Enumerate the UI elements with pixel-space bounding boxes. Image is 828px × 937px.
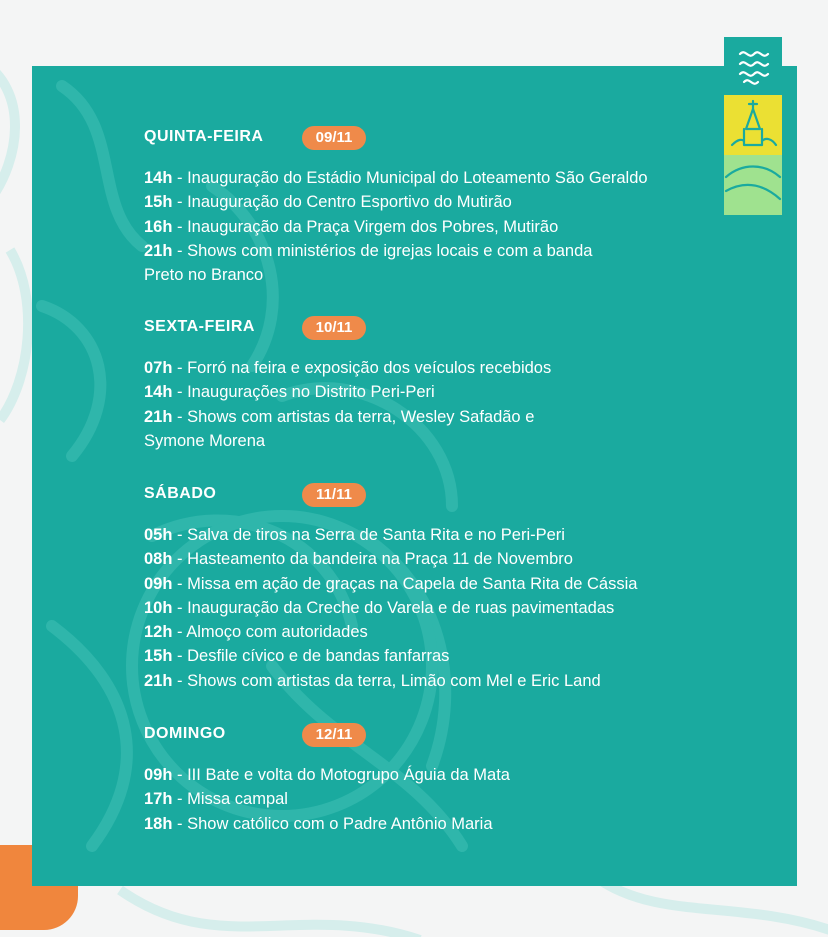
schedule-item xyxy=(144,787,744,811)
event-text: - Inauguração da Creche do Varela e de ruas pavimentadas xyxy=(172,598,615,617)
event-text: - Inauguração do Centro Esportivo do Mutirão xyxy=(172,193,512,212)
event-time: 05h xyxy=(144,526,173,544)
event-time: 09h xyxy=(144,574,173,593)
event-text: - Shows com ministérios de igrejas locais e com a banda xyxy=(172,241,593,260)
day-name: QUINTA-FEIRA xyxy=(144,128,264,145)
event-time: 15h xyxy=(144,647,173,666)
event-text: - Show católico com o Padre Antônio Maria xyxy=(172,814,493,833)
schedule-item xyxy=(144,215,744,239)
event-text: - Desfile cívico e de bandas fanfarras xyxy=(172,647,450,666)
schedule-item xyxy=(144,669,744,693)
day-name: SÁBADO xyxy=(144,485,217,502)
event-text: Preto no Branco xyxy=(144,266,264,285)
event-text: - Almoço com autoridades xyxy=(172,623,368,642)
event-time: 16h xyxy=(144,217,173,236)
event-time: 09h xyxy=(144,766,173,784)
schedule-item xyxy=(144,572,744,596)
schedule-item xyxy=(144,596,744,620)
event-time: 17h xyxy=(144,790,173,809)
wave-icon xyxy=(724,37,782,97)
event-text: - Salva de tiros na Serra de Santa Rita e no Peri-Peri xyxy=(172,526,565,544)
event-time: 21h xyxy=(144,671,173,690)
event-time: 21h xyxy=(144,241,173,260)
schedule-item xyxy=(144,812,744,836)
event-text: - Shows com artistas da terra, Wesley Safadão e xyxy=(172,407,535,426)
schedule-item xyxy=(144,547,744,571)
schedule-item xyxy=(144,263,744,287)
schedule-item xyxy=(144,356,744,380)
event-text: - III Bate e volta do Motogrupo Águia da Mata xyxy=(172,766,510,784)
event-text: - Forró na feira e exposição dos veículos recebidos xyxy=(172,359,552,377)
schedule-item xyxy=(144,190,744,214)
schedule-item xyxy=(144,523,744,547)
event-text: - Shows com artistas da terra, Limão com Mel e Eric Land xyxy=(172,671,601,690)
event-time: 18h xyxy=(144,814,173,833)
event-time: 12h xyxy=(144,623,173,642)
event-time: 15h xyxy=(144,193,173,212)
date-pill: 12/11 xyxy=(302,723,366,747)
date-pill: 09/11 xyxy=(302,126,366,150)
day-name: SEXTA-FEIRA xyxy=(144,318,255,335)
schedule-item xyxy=(144,644,744,668)
event-text: - Hasteamento da bandeira na Praça 11 de Novembro xyxy=(172,550,573,569)
event-text: - Missa em ação de graças na Capela de Santa Rita de Cássia xyxy=(172,574,638,593)
event-text: - Missa campal xyxy=(172,790,288,809)
day-section-friday xyxy=(144,316,744,453)
event-time: 14h xyxy=(144,383,173,402)
schedule-item xyxy=(144,429,744,453)
event-time: 10h xyxy=(144,598,173,617)
event-time: 21h xyxy=(144,407,173,426)
event-time: 08h xyxy=(144,550,173,569)
event-text: Symone Morena xyxy=(144,431,266,450)
wave-badge xyxy=(724,37,782,95)
date-pill: 10/11 xyxy=(302,316,366,340)
schedule-item xyxy=(144,166,744,190)
event-time: 07h xyxy=(144,359,173,377)
event-time: 14h xyxy=(144,169,173,187)
date-pill: 11/11 xyxy=(302,483,366,507)
schedule-item xyxy=(144,405,744,429)
event-text: - Inaugurações no Distrito Peri-Peri xyxy=(172,383,435,402)
event-text: - Inauguração do Estádio Municipal do Loteamento São Geraldo xyxy=(172,169,648,187)
schedule-item xyxy=(144,239,744,263)
schedule-item xyxy=(144,620,744,644)
event-text: - Inauguração da Praça Virgem dos Pobres, Mutirão xyxy=(172,217,559,236)
day-name: DOMINGO xyxy=(144,725,226,742)
schedule-item xyxy=(144,380,744,404)
day-section-thursday xyxy=(144,126,744,287)
schedule-item xyxy=(144,763,744,787)
day-section-sunday xyxy=(144,723,744,836)
day-section-saturday xyxy=(144,483,744,693)
